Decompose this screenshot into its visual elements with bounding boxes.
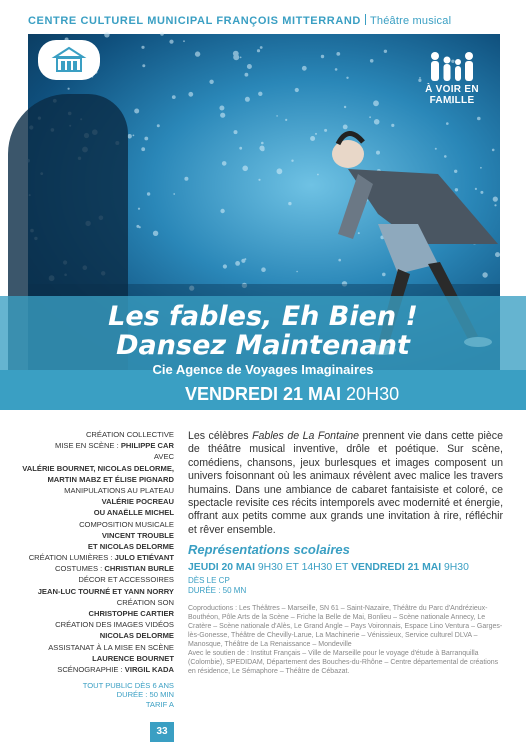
credit-entry [10, 464, 174, 474]
credit-entry [10, 631, 174, 641]
credit-entry [10, 508, 174, 518]
credit-name: VALÉRIE POCREAU [101, 497, 174, 507]
school-duration: DURÉE : 50 MN [188, 586, 247, 595]
building-icon [52, 45, 86, 75]
credit-entry [10, 497, 174, 507]
show-title-line2: Dansez Maintenant [116, 330, 410, 361]
credit-entry [10, 598, 174, 608]
school-day1: JEUDI 20 MAI [188, 562, 255, 573]
coproduction-text: Coproductions : Les Théâtres – Marseille, SN 61 – Saint-Nazaire, Théâtre du Parc d'Andrézieux-Bouthéon, Pôle Arts de la Scène – Friche la Belle de Mai, Bonlieu – Scène nationale Annecy, Le Cratère – Scène nationale d'Alès, Le Grand Angle – Pays Voironnais, Espace Lino Ventura – Garges-lès-Gonesse, Théâtre de Chevilly-Larue, La Machinerie – Vénissieux, Service culturel DLVA – Manosque, Théâtre de La Renaissance – Mondeville [188, 605, 503, 648]
credit-name: OU ANAËLLE MICHEL [93, 508, 174, 518]
credit-name: JEAN-LUC TOURNÉ ET YANN NORRY [37, 586, 174, 596]
family-badge-line1: À VOIR EN [425, 84, 479, 95]
duration-info: DURÉE : 50 MIN [116, 690, 174, 700]
show-category: Théâtre musical [369, 15, 452, 27]
venue-name: CENTRE CULTUREL MUNICIPAL FRANÇOIS MITTERRAND [28, 15, 361, 27]
credit-entry [10, 564, 174, 574]
show-date-time: 20H30 [341, 384, 400, 404]
family-badge [416, 50, 488, 114]
credit-name: MARTIN MABZ ET ÉLISE PIGNARD [47, 474, 174, 484]
credit-label: CRÉATION COLLECTIVE [85, 430, 174, 439]
support-text: Avec le soutien de : Institut Français – Ville de Marseille pour le voyage d'étude à Barranquilla (Colombie), SPEDIDAM, Département des Bouches-du-Rhône – Centre départemental de créations en résidence, Le Sémaphore – Théâtre de Cébazat. [188, 650, 499, 675]
credit-label: DÉCOR ET ACCESSOIRES [78, 575, 174, 585]
credit-label: COSTUMES : [55, 564, 105, 574]
description-rest: prennent vie dans cette pièce de théâtre musical inventive, drôle et poétique. Sur scène, comédiens, chansons, jeux burlesques et images composent un univers foisonnant où les animaux révèlent avec malice les travers humains. Dans une ambiance de cabaret fantaisiste et coloré, ce spectacle revisite ces récits intemporels avec modernité et énergie, offrant aux petits comme aux grands une invitation à rire, réfléchir et rêver ensemble. [188, 430, 504, 536]
school-shows-dates [188, 562, 508, 574]
credit-label: AVEC [153, 452, 174, 462]
credit-entry [10, 486, 174, 496]
school-level: DÈS LE CP [188, 576, 230, 585]
credit-label: CRÉATION DES IMAGES VIDÉOS [55, 620, 174, 630]
venue-logo [38, 40, 100, 80]
page-header [28, 14, 508, 32]
credit-entry [10, 587, 174, 597]
school-shows-title: Représentations scolaires [188, 542, 350, 557]
credit-label: CRÉATION SON [116, 597, 174, 607]
credit-label: CRÉATION LUMIÈRES : [28, 553, 115, 563]
credits-entries [10, 430, 174, 675]
description-start: Les célèbres [188, 430, 253, 442]
credit-entry [10, 542, 174, 552]
school-time2: 9H30 [441, 562, 469, 573]
header-separator [365, 14, 366, 25]
credit-label: MISE EN SCÈNE : [55, 441, 121, 451]
credit-entry [10, 475, 174, 485]
show-title-line1: Les fables, Eh Bien ! [108, 301, 418, 332]
show-date [185, 384, 399, 405]
credit-name: NICOLAS DELORME [99, 631, 174, 641]
show-description [188, 430, 503, 537]
credit-name: CHRISTOPHE CARTIER [88, 609, 174, 618]
credit-entry [10, 620, 174, 630]
credit-entry [10, 520, 174, 530]
school-time1: 9H30 ET 14H30 ET [254, 562, 352, 573]
family-icon [425, 50, 479, 84]
credit-entry [10, 654, 174, 664]
credit-entry [10, 665, 174, 675]
credit-entry [10, 531, 174, 541]
credit-entry [10, 575, 174, 585]
school-day2: VENDREDI 21 MAI [351, 562, 442, 573]
show-title [0, 302, 526, 360]
company-name: Cie Agence de Voyages Imaginaires [152, 362, 374, 377]
credit-name: VINCENT TROUBLE [101, 530, 174, 540]
credit-name: VALÉRIE BOURNET, NICOLAS DELORME, [22, 463, 174, 473]
tarif-info: TARIF A [145, 699, 174, 709]
conditions [10, 681, 174, 710]
credit-entry [10, 441, 174, 451]
credit-label: ASSISTANAT À LA MISE EN SCÈNE [48, 642, 174, 652]
show-date-day: VENDREDI 21 MAI [185, 384, 342, 404]
description-work: Fables de La Fontaine [252, 430, 360, 442]
credit-label: MANIPULATIONS AU PLATEAU [64, 485, 174, 495]
credit-name: CHRISTIAN BURLE [104, 564, 174, 574]
credit-label: SCÉNOGRAPHIE : [57, 664, 125, 674]
credit-label: COMPOSITION MUSICALE [79, 519, 174, 529]
credits-list [10, 430, 174, 709]
credit-name: ET NICOLAS DELORME [87, 541, 174, 551]
credit-entry [10, 609, 174, 619]
credit-entry [10, 553, 174, 563]
audience-info: TOUT PUBLIC DÈS 6 ANS [82, 680, 174, 690]
credit-name: VIRGIL KADA [124, 664, 174, 674]
credit-entry [10, 452, 174, 462]
family-badge-line2: FAMILLE [429, 95, 475, 106]
credit-name: PHILIPPE CAR [120, 441, 174, 451]
credit-entry [10, 643, 174, 653]
credit-name: JULO ETIÉVANT [114, 553, 174, 563]
credit-entry [10, 430, 174, 440]
production-notes [188, 604, 504, 676]
page-number: 33 [150, 722, 174, 742]
credit-name: LAURENCE BOURNET [92, 653, 174, 663]
